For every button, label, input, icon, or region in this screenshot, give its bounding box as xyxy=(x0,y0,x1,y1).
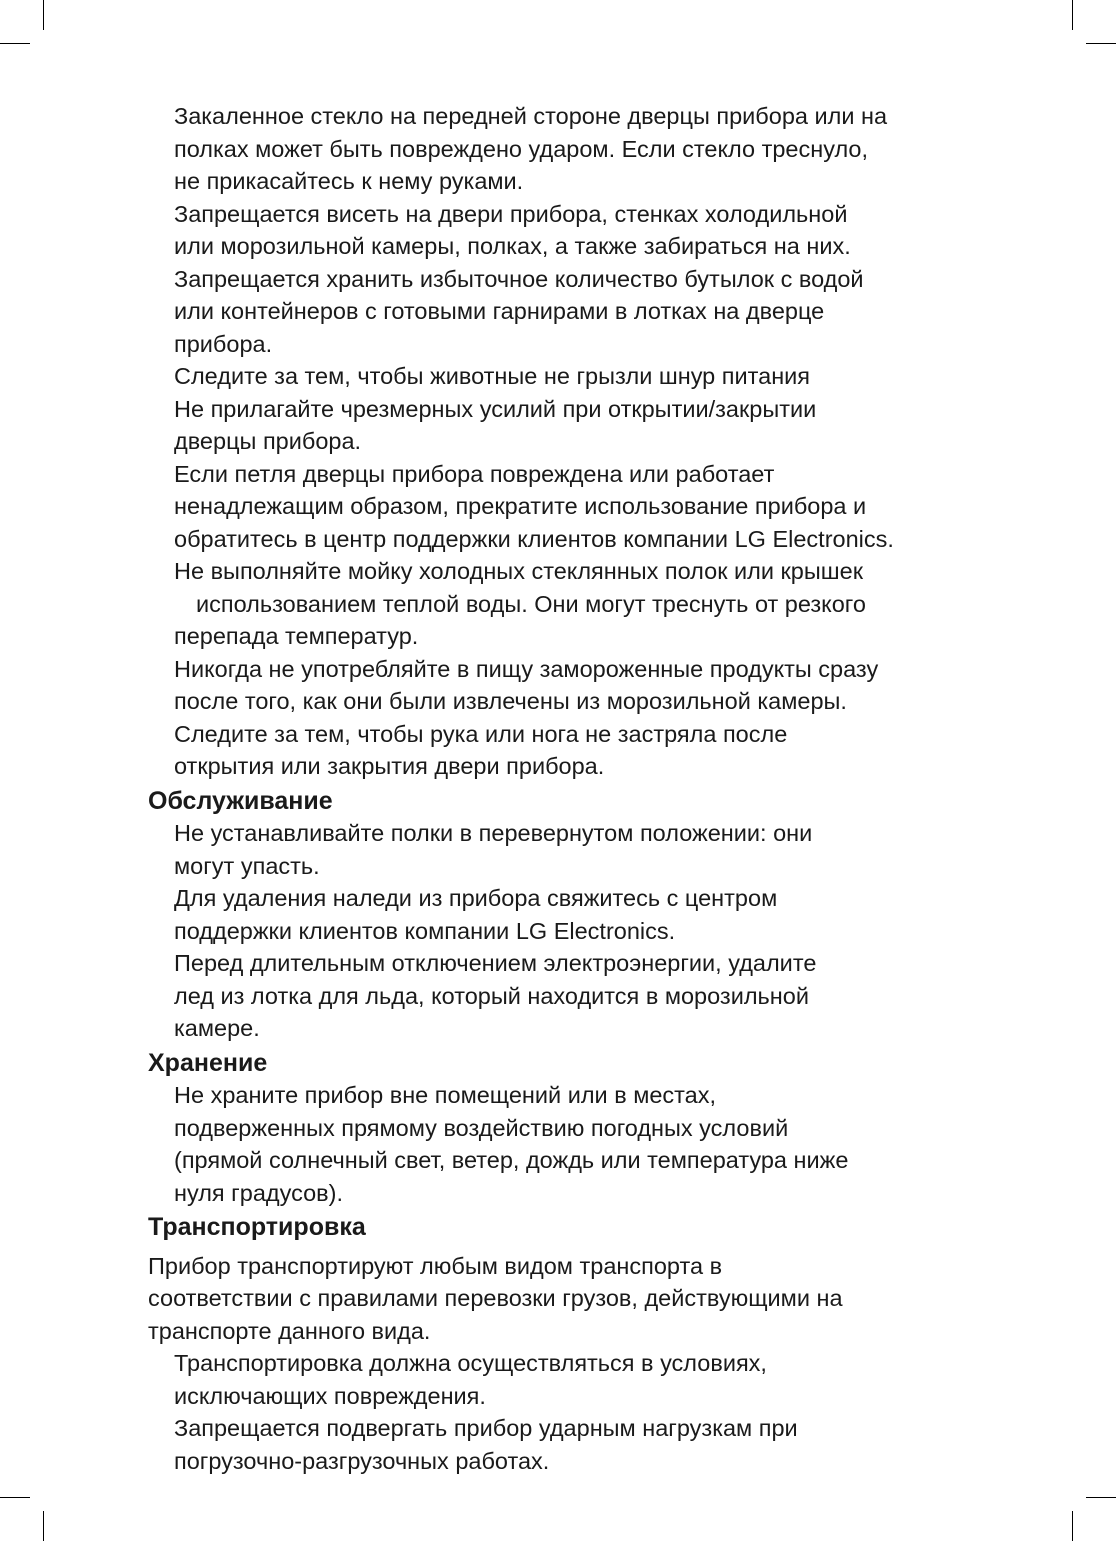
list-item: Не выполняйте мойку холодных стеклянных полок или крышек использованием теплой воды. Они могут треснуть от резкого перепада температур. xyxy=(174,558,866,649)
list-item: Запрещается висеть на двери прибора, стенках холодильной или морозильной камеры, полках, а также забираться на них. xyxy=(174,200,851,259)
transport-intro: Прибор транспортируют любым видом транспорта в соответствии с правилами перевозки грузов, действующими на транспорте данного вида. xyxy=(148,1252,843,1344)
crop-mark xyxy=(43,0,44,30)
crop-mark xyxy=(1072,0,1073,30)
list-item: Если петля дверцы прибора повреждена или работает ненадлежащим образом, прекратите использование прибора и обратитесь в центр поддержки клиентов компании LG Electronics. xyxy=(174,460,894,552)
list-item: Следите за тем, чтобы животные не грызли шнур питания xyxy=(174,363,811,389)
page-content xyxy=(148,100,1008,1477)
crop-mark xyxy=(1086,1497,1116,1498)
section-heading-maintenance: Обслуживание xyxy=(148,786,333,815)
crop-mark xyxy=(0,43,30,44)
list-item: Запрещается хранить избыточное количество бутылок с водой или контейнеров с готовыми гарнирами в лотках на дверце прибора. xyxy=(174,265,864,357)
list-item: Не храните прибор вне помещений или в местах, подверженных прямому воздействию погодных условий (прямой солнечный свет, ветер, дождь или температура ниже нуля градусов). xyxy=(174,1082,849,1206)
section-heading-storage: Хранение xyxy=(148,1048,268,1077)
list-item: Никогда не употребляйте в пищу замороженные продукты сразу после того, как они были извлечены из морозильной камеры. xyxy=(174,655,879,714)
list-item: Закаленное стекло на передней стороне дверцы прибора или на полках может быть повреждено ударом. Если стекло треснуло, не прикасайтесь к нему руками. xyxy=(174,103,888,194)
list-item: Для удаления наледи из прибора свяжитесь с центром поддержки клиентов компании LG Electronics. xyxy=(174,885,778,944)
list-item: Не устанавливайте полки в перевернутом положении: они могут упасть. xyxy=(174,820,813,879)
crop-mark xyxy=(43,1511,44,1541)
crop-mark xyxy=(0,1497,30,1498)
list-item: Не прилагайте чрезмерных усилий при открытии/закрытии дверцы прибора. xyxy=(174,395,817,454)
list-item: Следите за тем, чтобы рука или нога не застряла после открытия или закрытия двери прибора. xyxy=(174,720,788,779)
crop-mark xyxy=(1086,43,1116,44)
section-heading-transport: Транспортировка xyxy=(148,1213,366,1241)
list-item: Транспортировка должна осуществляться в условиях, исключающих повреждения. xyxy=(174,1350,767,1409)
crop-mark xyxy=(1072,1511,1073,1541)
list-item: Запрещается подвергать прибор ударным нагрузкам при погрузочно-разгрузочных работах. xyxy=(174,1415,798,1474)
list-item: Перед длительным отключением электроэнергии, удалите лед из лотка для льда, который находится в морозильной камере. xyxy=(174,950,817,1041)
